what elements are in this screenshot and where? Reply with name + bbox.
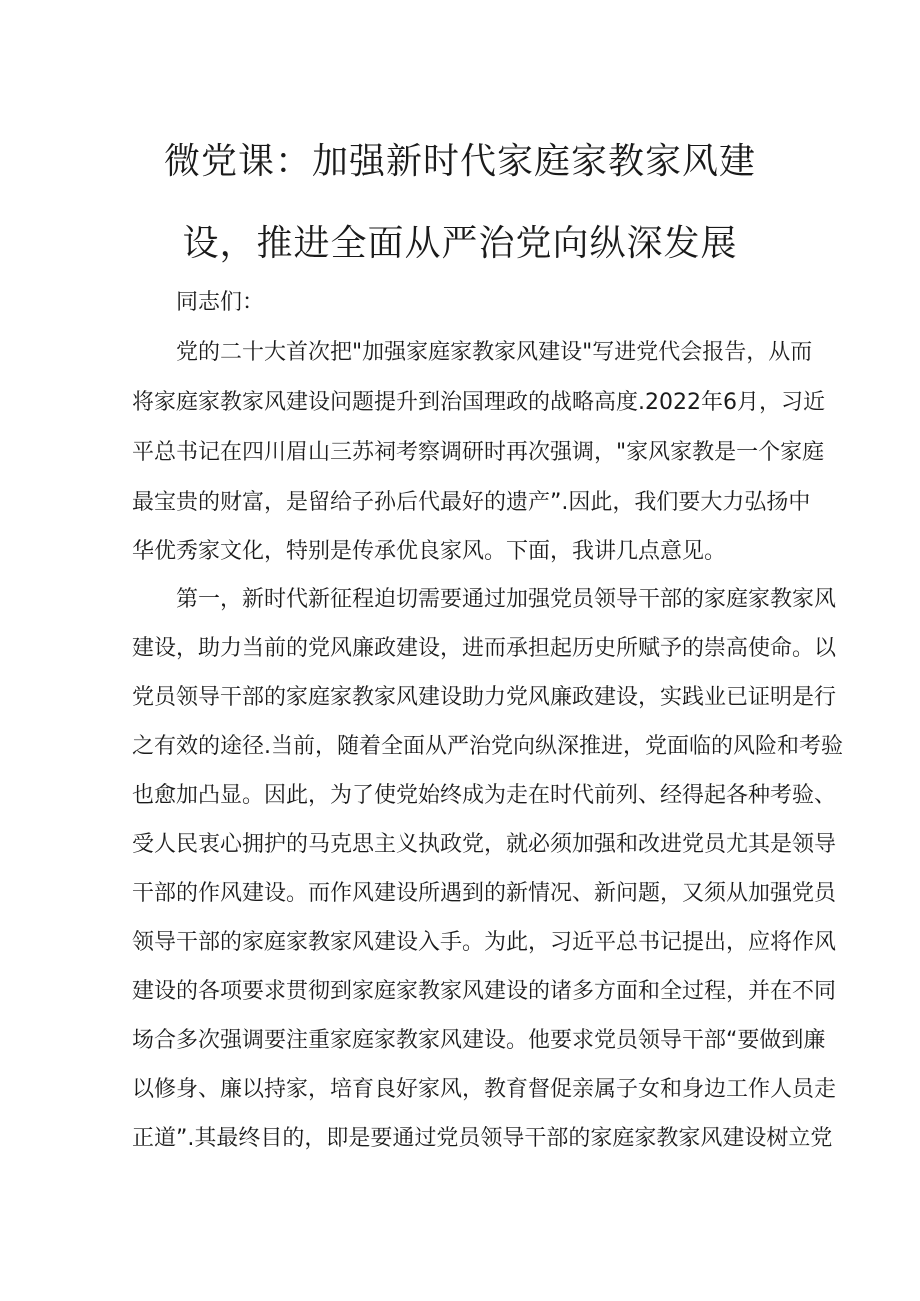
paragraph-line: 之有效的途径.当前，随着全面从严治党向纵深推进，党面临的风险和考验 <box>132 734 843 759</box>
paragraph-line: 建设的各项要求贯彻到家庭家教家风建设的诸多方面和全过程，并在不同 <box>132 979 837 1004</box>
paragraph-line: 党员领导干部的家庭家教家风建设助力党风廉政建设，实践业已证明是行 <box>132 685 837 710</box>
paragraph-line: 正道”.其最终目的，即是要通过党员领导干部的家庭家教家风建设树立党 <box>132 1126 833 1151</box>
paragraph-line: 以修身、廉以持家，培育良好家风，教育督促亲属子女和身边工作人员走 <box>132 1077 837 1102</box>
paragraph-line: 场合多次强调要注重家庭家教家风建设。他要求党员领导干部“要做到廉 <box>132 1028 826 1053</box>
paragraph-line: 第一，新时代新征程迫切需要通过加强党员领导干部的家庭家教家风 <box>176 587 837 612</box>
paragraph-line: 也愈加凸显。因此，为了使党始终成为走在时代前列、经得起各种考验、 <box>132 783 837 808</box>
paragraph-line: 平总书记在四川眉山三苏祠考察调研时再次强调，"家风家教是一个家庭 <box>132 440 825 465</box>
paragraph-line: 将家庭家教家风建设问题提升到治国理政的战略高度.2022年6月，习近 <box>132 390 825 415</box>
paragraph-line: 华优秀家文化，特别是传承优良家风。下面，我讲几点意见。 <box>132 539 727 564</box>
paragraph-line: 党的二十大首次把"加强家庭家教家风建设"写进党代会报告，从而 <box>176 340 813 365</box>
paragraph-line: 建设，助力当前的党风廉政建设，进而承担起历史所赋予的崇高使命。以 <box>132 636 837 661</box>
paragraph-line: 干部的作风建设。而作风建设所遇到的新情况、新问题，又须从加强党员 <box>132 881 837 906</box>
paragraph-line: 最宝贵的财富，是留给子孙后代最好的遗产”.因此，我们要大力弘扬中 <box>132 490 811 515</box>
paragraph-line: 领导干部的家庭家教家风建设入手。为此，习近平总书记提出，应将作风 <box>132 930 837 955</box>
document-title-line-2: 设，推进全面从严治党向纵深发展 <box>182 223 738 264</box>
document-title-line-1: 微党课：加强新时代家庭家教家风建 <box>163 141 756 182</box>
paragraph-line: 受人民衷心拥护的马克思主义执政党，就必须加强和改进党员尤其是领导 <box>132 832 837 857</box>
greeting: 同志们： <box>176 290 265 315</box>
